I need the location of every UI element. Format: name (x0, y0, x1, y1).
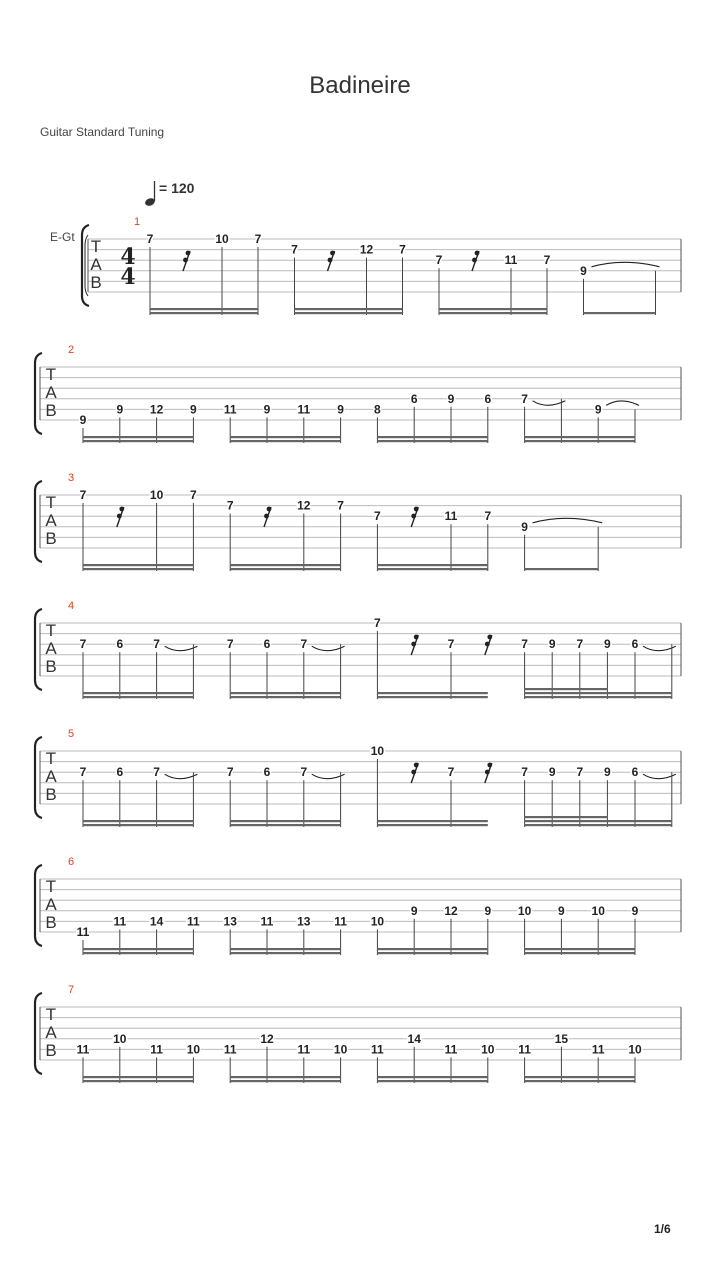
fret-number: 7 (226, 498, 234, 513)
rest-dot (328, 258, 333, 263)
beam-secondary (377, 564, 487, 566)
rest-dot (186, 251, 191, 256)
beam-secondary (230, 692, 340, 694)
fret-number: 7 (291, 242, 298, 257)
beam-secondary (525, 820, 672, 822)
fret-number: 6 (631, 637, 639, 652)
beam-primary (377, 568, 487, 570)
beam-primary (230, 696, 340, 698)
rest-dot (487, 635, 492, 640)
fret-number: 9 (604, 637, 611, 652)
rest-dot (183, 258, 188, 263)
beam-primary (230, 952, 340, 954)
tab-clef-letter: T (45, 621, 57, 640)
fret-number: 7 (447, 765, 455, 780)
fret-number: 9 (116, 402, 124, 417)
tab-clef-letter: A (45, 767, 57, 786)
fret-number: 10 (215, 232, 229, 246)
tab-clef-letter: B (45, 913, 57, 932)
tab-clef-letter: B (45, 785, 57, 804)
fret-number: 10 (113, 1031, 127, 1046)
fret-number: 10 (370, 914, 385, 929)
fret-number: 7 (576, 637, 584, 652)
system-bracket (35, 481, 42, 562)
beam-primary (377, 696, 487, 698)
fret-number: 6 (263, 765, 271, 780)
tie-arc (165, 646, 198, 651)
fret-number: 7 (226, 765, 234, 780)
rest-dot (117, 514, 122, 519)
fret-number: 12 (297, 498, 311, 513)
beam-primary (439, 312, 547, 314)
tuning-label: Guitar Standard Tuning (40, 125, 165, 139)
rest-dot (264, 514, 269, 519)
measure-number: 3 (68, 472, 75, 484)
beam-secondary (83, 564, 193, 566)
fret-number: 7 (521, 391, 528, 406)
tab-clef-letter: T (45, 877, 57, 896)
fret-number: 11 (76, 1042, 90, 1057)
tab-clef-letter: A (45, 1023, 57, 1042)
fret-number: 7 (543, 253, 551, 268)
fret-number: 11 (297, 402, 311, 417)
fret-number: 7 (254, 232, 262, 246)
beam-primary (83, 568, 193, 570)
fret-number: 13 (223, 914, 237, 929)
fret-number: 13 (297, 914, 311, 929)
beam-primary (525, 440, 635, 442)
fret-number: 9 (79, 413, 87, 427)
fret-number: 9 (484, 903, 492, 918)
fret-number: 9 (580, 263, 587, 278)
fret-number: 12 (359, 242, 374, 257)
fret-number: 9 (263, 402, 271, 417)
tie-arc (643, 646, 676, 651)
beam-primary (525, 1080, 635, 1082)
beam-secondary (377, 436, 487, 438)
time-signature-top: 4 (120, 244, 136, 270)
tie-arc (606, 401, 639, 406)
fret-number: 9 (548, 765, 556, 780)
beam-secondary (230, 1076, 340, 1078)
rest-dot (485, 770, 490, 775)
fret-number: 7 (484, 509, 492, 524)
fret-number: 11 (297, 1042, 311, 1057)
time-signature-bottom: 4 (120, 264, 136, 290)
tab-clef-letter: B (45, 529, 57, 548)
measure-number: 5 (68, 728, 75, 740)
fret-number: 11 (150, 1042, 163, 1057)
tab-clef-letter: T (45, 493, 57, 512)
fret-number: 14 (407, 1031, 421, 1046)
fret-number: 7 (337, 498, 344, 513)
measure-number: 2 (68, 344, 75, 356)
fret-number: 10 (370, 744, 385, 758)
fret-number: 11 (504, 253, 518, 268)
tie-arc (312, 646, 345, 651)
beam-primary (230, 440, 340, 442)
rest-dot (475, 251, 480, 256)
fret-number: 9 (190, 402, 197, 417)
beam-secondary (525, 948, 635, 950)
page-number: 1/6 (654, 1222, 671, 1236)
fret-number: 7 (399, 242, 406, 257)
fret-number: 12 (444, 903, 458, 918)
tab-clef-letter: B (45, 1041, 57, 1060)
beam-primary (83, 440, 193, 442)
system-bracket (35, 609, 42, 690)
beam-primary (83, 1080, 193, 1082)
beam-secondary (83, 436, 193, 438)
fret-number: 11 (371, 1042, 384, 1057)
rest-dot (267, 507, 272, 512)
beam-secondary (377, 692, 487, 694)
fret-number: 11 (223, 1042, 237, 1057)
fret-number: 10 (186, 1042, 201, 1057)
tab-clef-letter: T (45, 365, 57, 384)
beam-secondary (377, 1076, 487, 1078)
fret-number: 7 (226, 637, 234, 652)
tie-arc (643, 774, 676, 779)
tab-clef-letter: A (45, 383, 57, 402)
fret-number: 11 (223, 402, 237, 417)
fret-number: 11 (444, 1042, 458, 1057)
tab-clef-letter: T (45, 1005, 57, 1024)
beam-secondary (377, 948, 487, 950)
beam-secondary (230, 820, 340, 822)
tab-clef-letter: A (45, 639, 57, 658)
fret-number: 7 (300, 637, 308, 652)
fret-number: 7 (521, 637, 528, 652)
fret-number: 7 (79, 488, 87, 502)
beam-primary (377, 440, 487, 442)
rest-dot (485, 642, 490, 647)
fret-number: 15 (554, 1031, 569, 1046)
beam-tertiary (525, 816, 608, 818)
rest-dot (414, 635, 419, 640)
beam-primary (525, 696, 672, 698)
tab-clef-letter: B (45, 657, 57, 676)
beam-secondary (83, 692, 193, 694)
rest-dot (411, 514, 416, 519)
tab-clef-letter: T (45, 749, 57, 768)
beam-secondary (230, 564, 340, 566)
beam-primary (584, 312, 656, 314)
beam-primary (83, 696, 193, 698)
fret-number: 9 (604, 765, 611, 780)
rest-dot (330, 251, 335, 256)
fret-number: 6 (116, 765, 124, 780)
fret-number: 9 (337, 402, 344, 417)
fret-number: 11 (334, 914, 347, 929)
fret-number: 11 (518, 1042, 531, 1057)
fret-number: 10 (517, 903, 532, 918)
beam-primary (230, 824, 340, 826)
beam-tertiary (525, 688, 608, 690)
fret-number: 7 (435, 253, 443, 268)
fret-number: 9 (447, 391, 455, 406)
fret-number: 6 (631, 765, 639, 780)
fret-number: 8 (374, 402, 381, 417)
fret-number: 11 (113, 914, 127, 929)
fret-number: 9 (521, 519, 528, 534)
system-bracket (35, 353, 42, 434)
measure-number: 4 (68, 600, 75, 612)
fret-number: 7 (79, 637, 87, 652)
system-bracket (35, 993, 42, 1074)
system-bracket (35, 737, 42, 818)
fret-number: 10 (149, 488, 164, 502)
fret-number: 10 (481, 1042, 495, 1057)
beam-secondary (230, 436, 340, 438)
tab-clef-letter: B (90, 273, 102, 292)
tab-clef-letter: A (45, 511, 57, 530)
tempo-label: = 120 (159, 180, 195, 196)
fret-number: 9 (410, 903, 418, 918)
fret-number: 6 (116, 637, 124, 652)
beam-secondary (525, 692, 672, 694)
fret-number: 7 (521, 765, 528, 780)
fret-number: 12 (260, 1031, 274, 1046)
tab-clef-letter: T (90, 237, 102, 256)
beam-secondary (83, 820, 193, 822)
beam-primary (83, 952, 193, 954)
fret-number: 11 (76, 925, 90, 939)
fret-number: 7 (153, 765, 160, 780)
fret-number: 14 (149, 914, 164, 929)
tie-arc (165, 774, 198, 779)
tie-arc (533, 518, 603, 523)
beam-secondary (150, 308, 258, 310)
fret-number: 7 (300, 765, 308, 780)
beam-primary (377, 1080, 487, 1082)
beam-primary (83, 824, 193, 826)
tie-arc (533, 401, 566, 406)
fret-number: 7 (374, 509, 381, 524)
fret-number: 10 (591, 903, 605, 918)
tab-clef-letter: B (45, 401, 57, 420)
system-bracket (35, 865, 42, 946)
beam-primary (230, 1080, 340, 1082)
track-name: E-Gt (50, 230, 75, 244)
fret-number: 6 (484, 391, 492, 406)
beam-secondary (525, 1076, 635, 1078)
measure-number: 6 (68, 856, 75, 868)
rest-dot (487, 763, 492, 768)
rest-dot (414, 763, 419, 768)
beam-secondary (83, 948, 193, 950)
rest-dot (472, 258, 477, 263)
fret-number: 10 (628, 1042, 642, 1057)
rest-dot (411, 770, 416, 775)
fret-number: 6 (263, 637, 271, 652)
fret-number: 7 (79, 765, 87, 780)
tie-arc (592, 262, 660, 267)
rest-dot (119, 507, 124, 512)
fret-number: 7 (153, 637, 160, 652)
beam-secondary (439, 308, 547, 310)
fret-number: 11 (260, 914, 274, 929)
beam-primary (295, 312, 403, 314)
beam-primary (525, 952, 635, 954)
rest-dot (414, 507, 419, 512)
beam-primary (377, 824, 487, 826)
tab-clef-letter: A (45, 895, 57, 914)
fret-number: 12 (149, 402, 164, 417)
fret-number: 7 (374, 616, 381, 630)
measure-number: 7 (68, 984, 75, 996)
beam-primary (230, 568, 340, 570)
fret-number: 10 (333, 1042, 348, 1057)
fret-number: 9 (631, 903, 639, 918)
fret-number: 11 (444, 509, 458, 524)
beam-secondary (525, 436, 635, 438)
fret-number: 6 (410, 391, 418, 406)
beam-secondary (83, 1076, 193, 1078)
beam-secondary (295, 308, 403, 310)
fret-number: 11 (187, 914, 200, 929)
beam-secondary (230, 948, 340, 950)
beam-primary (150, 312, 258, 314)
fret-number: 9 (548, 637, 556, 652)
fret-number: 9 (558, 903, 565, 918)
fret-number: 7 (190, 488, 197, 502)
rest-dot (411, 642, 416, 647)
song-title: Badineire (309, 72, 411, 99)
tie-arc (312, 774, 345, 779)
beam-primary (377, 952, 487, 954)
beam-secondary (377, 820, 487, 822)
beam-primary (525, 824, 672, 826)
fret-number: 7 (447, 637, 455, 652)
fret-number: 9 (594, 402, 602, 417)
fret-number: 7 (576, 765, 584, 780)
tab-clef-letter: A (90, 255, 102, 274)
fret-number: 11 (591, 1042, 605, 1057)
beam-primary (525, 568, 599, 570)
fret-number: 7 (146, 232, 154, 246)
measure-number: 1 (134, 216, 141, 228)
